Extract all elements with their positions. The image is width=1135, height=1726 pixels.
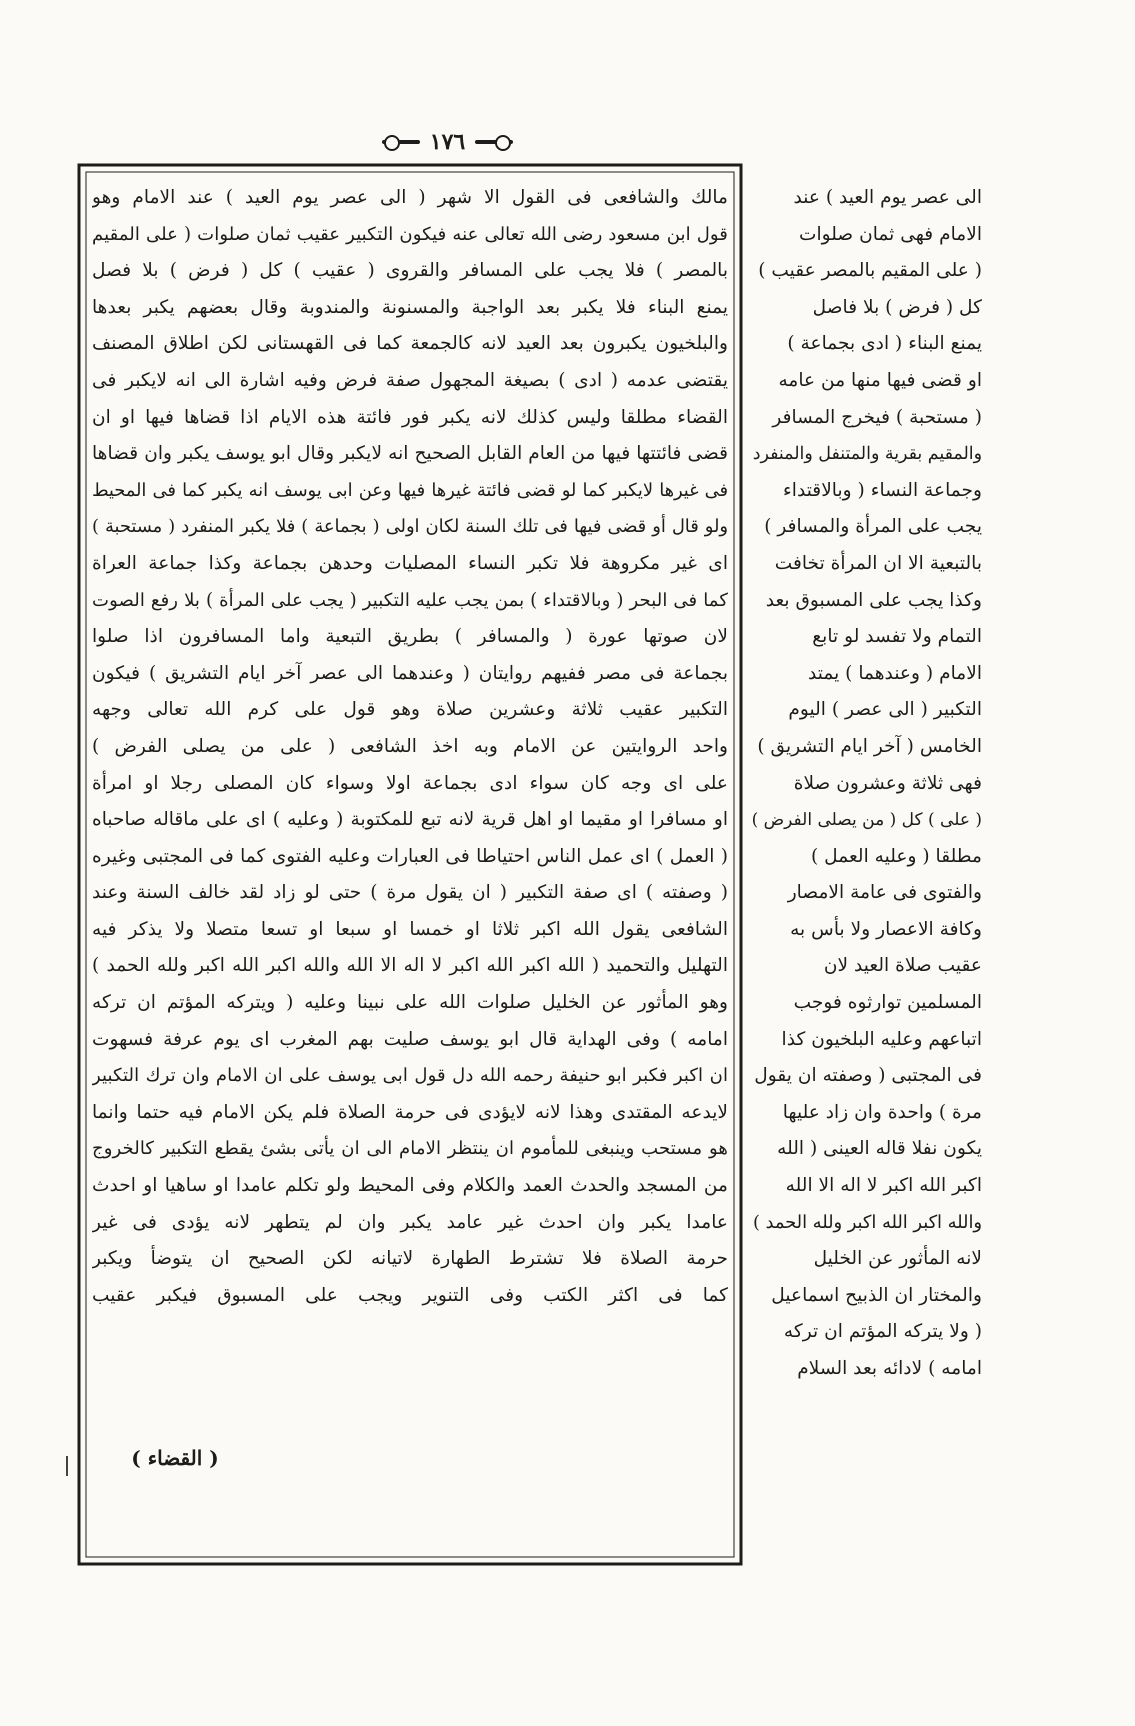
side-text-line: فى المجتبى ( وصفته ان يقول [754,1065,982,1087]
page-number-header [375,127,520,157]
side-text-line: او قضى فيها منها من عامه [778,369,982,391]
side-text-line: الى عصر يوم العيد ) عند [793,187,982,208]
side-text-line: يمنع البناء ( ادى بجماعة ) [787,333,982,355]
main-text-line: فى غيرها لايكبر كما لو قضى فائتة غيرها فيها وعن ابى يوسف انه يكبر كما فى المحيط [92,479,728,501]
side-text-line: وجماعة النساء ( وبالاقتداء [783,479,982,501]
side-text-line: اكبر الله اكبر لا اله الا الله [785,1175,982,1197]
side-text-line: فهى ثلاثة وعشرون صلاة [793,772,982,794]
side-text-line: لانه المأثور عن الخليل [813,1248,982,1270]
side-text-line: عقيب صلاة العيد لان [823,955,982,977]
main-text-line: التكبير عقيب ثلاثة وعشرين صلاة وهو قول على كرم الله تعالى وجهه [92,699,728,721]
main-text-line: او مسافرا او مقيما او اهل قرية لانه تبع للمكتوبة ( وعليه ) اى على ماقاله صاحباه [92,809,728,831]
main-text-line: ( وصفته ) اى صفة التكبير ( ان يقول مرة ) حتى لو زاد لقد خالف السنة وعند [92,882,728,904]
side-text-line: والفتوى فى عامة الامصار [787,882,982,904]
main-text-line: والبلخيون يكبرون بعد العيد لانه كالجمعة كما فى القهستانى لكن اطلاق المصنف [92,333,728,355]
ornament-icon [382,135,420,149]
side-text-line: وكذا يجب على المسبوق بعد [765,589,982,611]
main-text-line: التهليل والتحميد ( الله اكبر الله اكبر لا اله الا الله والله اكبر الله اكبر ولله الحمد ) [92,955,728,977]
page-number: ١٧٦ [429,129,466,155]
main-text-line: عامدا يكبر وان احدث غير عامد يكبر وان لم يتطهر لانه يؤدى فى غير [92,1211,728,1233]
side-text-line: يكون نفلا قاله العينى ( الله [777,1138,982,1160]
main-text-line: قضى فائتتها فيها من العام القابل الصحيح انه لايكبر وقال ابو يوسف يكبر وان قضاها [92,443,728,465]
side-text-line: امامه ) لادائه بعد السلام [797,1358,982,1379]
main-text-line: هو مستحب وينبغى للمأموم ان ينتظر الامام الى ان يأتى بشئ يقطع التكبير كالخروج [92,1138,728,1160]
main-text-line: لان صوتها عورة ( والمسافر ) بطريق التبعية واما المسافرون اذا صلوا [92,626,728,648]
main-text-line: ( العمل ) اى عمل الناس احتياطا فى العبارات وعليه الفتوى كما فى المجتبى وغيره [92,845,728,867]
main-text-line: مالك والشافعى فى القول الا شهر ( الى عصر يوم العيد ) عند الامام وهو [92,187,728,208]
main-commentary-text [92,180,728,1726]
side-text-line: ( على ) كل ( من يصلى الفرض ) [752,810,982,831]
side-text-line: اتباعهم وعليه البلخيون كذا [781,1028,982,1050]
main-text-line: حرمة الصلاة فلا تشترط الطهارة لاتيانه لكن الصحيح ان يتوضأ ويكبر [92,1248,728,1270]
main-text-line: يقتضى عدمه ( ادى ) بصيغة المجهول صفة فرض وفيه اشارة الى انه لايكبر فى [92,369,728,391]
main-text-line: قول ابن مسعود رضى الله تعالى عنه فيكون التكبير عقيب ثمان صلوات ( على المقيم [92,223,728,245]
margin-mark [66,1456,68,1476]
side-text-line: ( مستحبة ) فيخرج المسافر [772,406,982,428]
side-text-line: الامام فهى ثمان صلوات [798,223,982,245]
main-text-line: لايدعه المقتدى وهذا لانه لايؤدى فى حرمة الصلاة فلم يكن الامام فيه حتما وانما [92,1101,728,1123]
side-text-line: مطلقا ( وعليه العمل ) [810,845,982,867]
main-text-line: على اى وجه كان سواء ادى بجماعة اولا وسواء كان المصلى رجلا او امرأة [92,772,728,794]
main-text-line: ولو قال أو قضى فيها فى تلك السنة لكان اولى ( بجماعة ) فلا يكبر المنفرد ( مستحبة ) [92,516,728,538]
main-text-line: امامه ) وفى الهداية قال ابو يوسف صليت بهم المغرب اى يوم عرفة فسهوت [92,1028,728,1050]
marginal-text-column [752,180,982,1726]
side-text-line: الخامس ( آخر ايام التشريق ) [757,735,982,757]
side-text-line: ( ولا يتركه المؤتم ان تركه [783,1321,982,1343]
catchword: ( القضاء ) [131,1446,219,1470]
main-text-line: اى غير مكروهة فلا تكبر النساء المصليات وحدهن بجماعة وكذا جماعة العراة [92,552,728,574]
side-text-line: ( على المقيم بالمصر عقيب ) [758,260,982,282]
main-text-line: يمنع البناء فلا يكبر بعد الواجبة والمسنونة والمندوبة وقال بعضهم يكبر بعدها [92,296,728,318]
side-text-line: والمقيم بقرية والمتنفل والمنفرد [752,444,982,465]
main-text-line: بجماعة فى مصر ففيهم روايتان ( وعندهما الى عصر آخر ايام التشريق ) فيكون [92,662,728,684]
side-text-line: بالتبعية الا ان المرأة تخافت [774,552,982,574]
side-text-line: التمام ولا تفسد لو تابع [812,626,982,648]
side-text-line: يجب على المرأة والمسافر ) [764,516,982,538]
main-text-line: كما فى اكثر الكتب وفى التنوير ويجب على المسبوق فيكبر عقيب [92,1284,728,1306]
side-text-line: والله اكبر الله اكبر ولله الحمد ) [752,1211,982,1233]
main-text-line: الشافعى يقول الله اكبر ثلاثا او خمسا او سبعا او تسعا متصلا ولا يذكر فيه [92,918,728,940]
side-text-line: الامام ( وعندهما ) يمتد [807,662,982,684]
main-text-line: بالمصر ) فلا يجب على المسافر والقروى ( عقيب ) كل ( فرض ) بلا فصل [92,260,728,282]
side-text-line: وكافة الاعصار ولا بأس به [790,918,982,940]
side-text-line: التكبير ( الى عصر ) اليوم [788,699,982,721]
side-text-line: مرة ) واحدة وان زاد عليها [782,1101,982,1123]
main-text-line: القضاء مطلقا وليس كذلك لانه يكبر فور فائتة هذه الايام اذا قضاها فيها او ان [92,406,728,428]
ornament-icon [475,135,513,149]
side-text-line: كل ( فرض ) بلا فاصل [812,296,982,318]
main-text-line: كما فى البحر ( وبالاقتداء ) بمن يجب عليه التكبير ( يجب على المرأة ) بلا رفع الصوت [92,589,728,611]
side-text-line: المسلمين توارثوه فوجب [793,992,982,1014]
main-text-line: ان اكبر فكبر ابو حنيفة رحمه الله دل قول ابى يوسف على ان الامام وان ترك التكبير [92,1065,728,1087]
main-text-line: وهو المأثور عن الخليل صلوات الله على نبينا وعليه ( ويتركه المؤتم ان تركه [92,992,728,1014]
side-text-line: والمختار ان الذبيح اسماعيل [771,1284,982,1306]
main-text-line: واحد الروايتين عن الامام وبه اخذ الشافعى ( على من يصلى الفرض ) [92,735,728,757]
main-text-line: من المسجد والحدث العمد والكلام وفى المحيط ولو تكلم عامدا او ساهيا او احدث [92,1175,728,1197]
